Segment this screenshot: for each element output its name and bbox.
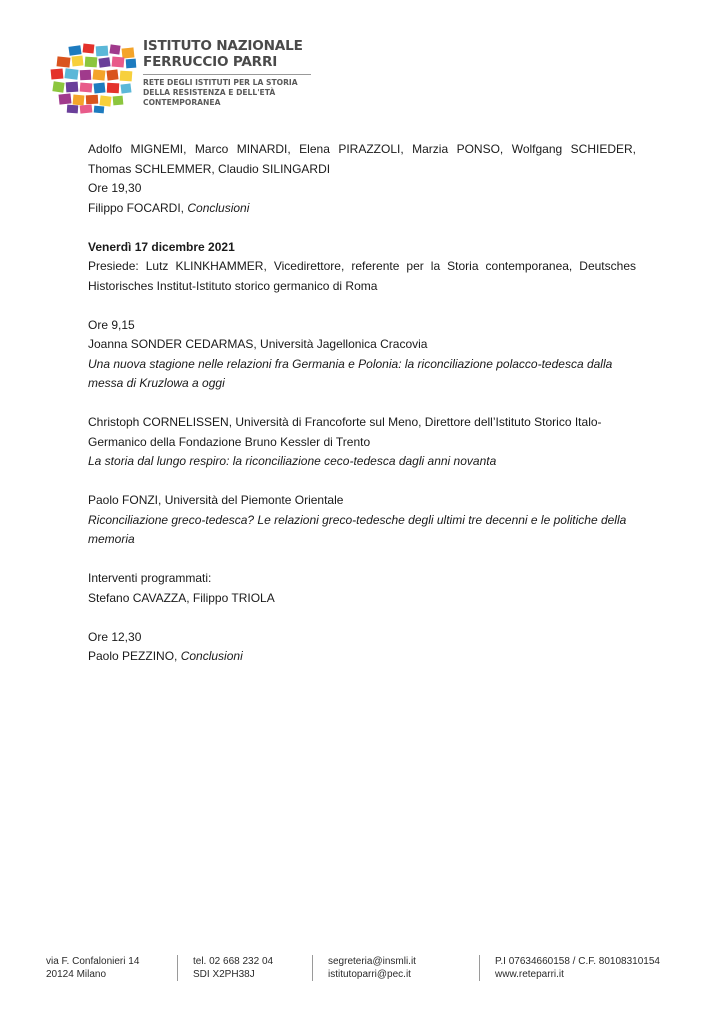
footer-divider (479, 955, 480, 981)
session-time: Ore 12,30 (88, 629, 142, 644)
mosaic-tile (98, 57, 110, 67)
mosaic-tile (59, 93, 72, 104)
footer-email (328, 955, 416, 981)
interventions-names: Stefano CAVAZZA, Filippo TRIOLA (88, 590, 275, 605)
document-body (88, 140, 636, 686)
footer-divider (177, 955, 178, 981)
talk-title: La storia dal lungo respiro: la riconciliazione ceco-tedesca dagli anni novanta (88, 454, 497, 468)
mosaic-tile (85, 57, 98, 68)
org-name-line2: FERRUCCIO PARRI (143, 54, 278, 70)
mosaic-tile (52, 81, 64, 92)
tax-ids: P.I 07634660158 / C.F. 80108310154 (495, 956, 660, 967)
talk-2 (88, 413, 636, 472)
speaker-affiliation: Paolo FONZI, Università del Piemonte Orientale (88, 493, 344, 507)
mosaic-tile (67, 105, 79, 114)
speaker-affiliation-line1: Christoph CORNELISSEN, Università di Francoforte sul Meno, Direttore dell’Istituto Storico Italo- (88, 415, 602, 429)
evening-session (88, 179, 636, 218)
phone-number: tel. 02 668 232 04 (193, 956, 274, 967)
session-time: Ore 9,15 (88, 317, 135, 332)
mosaic-tile (94, 106, 105, 114)
speaker-affiliation: Joanna SONDER CEDARMAS, Università Jagellonica Cracovia (88, 337, 428, 351)
mosaic-tile (126, 59, 137, 69)
mosaic-tile (122, 47, 135, 58)
talk-3 (88, 491, 636, 550)
mosaic-tile (107, 83, 120, 94)
talk-title: Una nuova stagione nelle relazioni fra Germania e Polonia: la riconciliazione polacco-tedesca dalla messa di Kruzlowa a oggi (88, 356, 613, 390)
address-street: via F. Confalonieri 14 (46, 956, 140, 967)
day-section (88, 238, 636, 297)
mosaic-tile (57, 56, 71, 67)
logo-divider (143, 74, 311, 75)
mosaic-tile (51, 68, 64, 79)
chair-line: Presiede: Lutz KLINKHAMMER, Vicedirettore, referente per la Storia contemporanea, Deutsches Historisches Institut-Istituto storico germanico di Roma (88, 259, 636, 293)
mosaic-tile (120, 83, 131, 93)
mosaic-tile (80, 82, 93, 92)
mosaic-tile (109, 44, 120, 54)
footer-phone (193, 955, 273, 981)
day-heading: Venerdì 17 dicembre 2021 (88, 239, 235, 254)
mosaic-tile (99, 95, 111, 106)
mosaic-tile (64, 68, 78, 80)
mosaic-tile (80, 104, 93, 113)
interventions-label: Interventi programmati: (88, 571, 212, 585)
mosaic-tile (80, 70, 92, 81)
footer-tax (495, 955, 660, 981)
mosaic-tile (94, 82, 106, 93)
mosaic-tile (68, 45, 81, 56)
org-subtitle-line2: DELLA RESISTENZA E DELL'ETÀ (143, 87, 276, 97)
sdi-code: SDI X2PH38J (193, 969, 255, 980)
org-subtitle-line3: CONTEMPORANEA (143, 97, 221, 107)
mosaic-tile (72, 55, 84, 66)
org-name-line1: ISTITUTO NAZIONALE (143, 38, 303, 54)
speaker-name: Filippo FOCARDI, (88, 200, 188, 215)
mosaic-tile (112, 56, 125, 67)
speaker-name: Paolo PEZZINO, (88, 649, 181, 663)
address-city: 20124 Milano (46, 969, 107, 980)
mosaic-logo-icon (47, 42, 139, 114)
mosaic-tile (83, 43, 95, 53)
participants-list: Adolfo MIGNEMI, Marco MINARDI, Elena PIRAZZOLI, Marzia PONSO, Wolfgang SCHIEDER, Thomas SCHLEMMER, Claudio SILINGARDI (88, 142, 636, 176)
talk-title: Riconciliazione greco-tedesca? Le relazioni greco-tedesche degli ultimi tre decenni e le politiche della memoria (88, 512, 627, 546)
mosaic-tile (96, 46, 109, 57)
email-link[interactable]: segreteria@insmli.it (328, 956, 416, 967)
closing-session (88, 628, 636, 667)
conclusion-line (88, 199, 636, 219)
mosaic-tile (66, 82, 79, 93)
session-time: Ore 19,30 (88, 181, 142, 195)
mosaic-tile (120, 71, 133, 82)
website-link[interactable]: www.reteparri.it (495, 969, 564, 980)
mosaic-tile (113, 96, 124, 106)
org-name-block (143, 38, 363, 107)
org-subtitle-line1: RETE DEGLI ISTITUTI PER LA STORIA (143, 78, 298, 87)
footer-divider (312, 955, 313, 981)
conclusion-line (88, 647, 636, 667)
page-footer (0, 952, 724, 992)
footer-address (46, 955, 139, 981)
mosaic-tile (73, 95, 85, 106)
mosaic-tile (86, 95, 98, 105)
speaker-affiliation-line2: Germanico della Fondazione Bruno Kessler di Trento (88, 434, 371, 449)
talk-1 (88, 316, 636, 394)
conclusion-label: Conclusioni (180, 649, 243, 663)
mosaic-tile (93, 69, 106, 80)
interventions (88, 569, 636, 608)
pec-email-link[interactable]: istitutoparri@pec.it (328, 969, 411, 980)
header-logo (47, 38, 317, 118)
conclusion-label: Conclusioni (187, 200, 250, 215)
mosaic-tile (106, 69, 118, 80)
